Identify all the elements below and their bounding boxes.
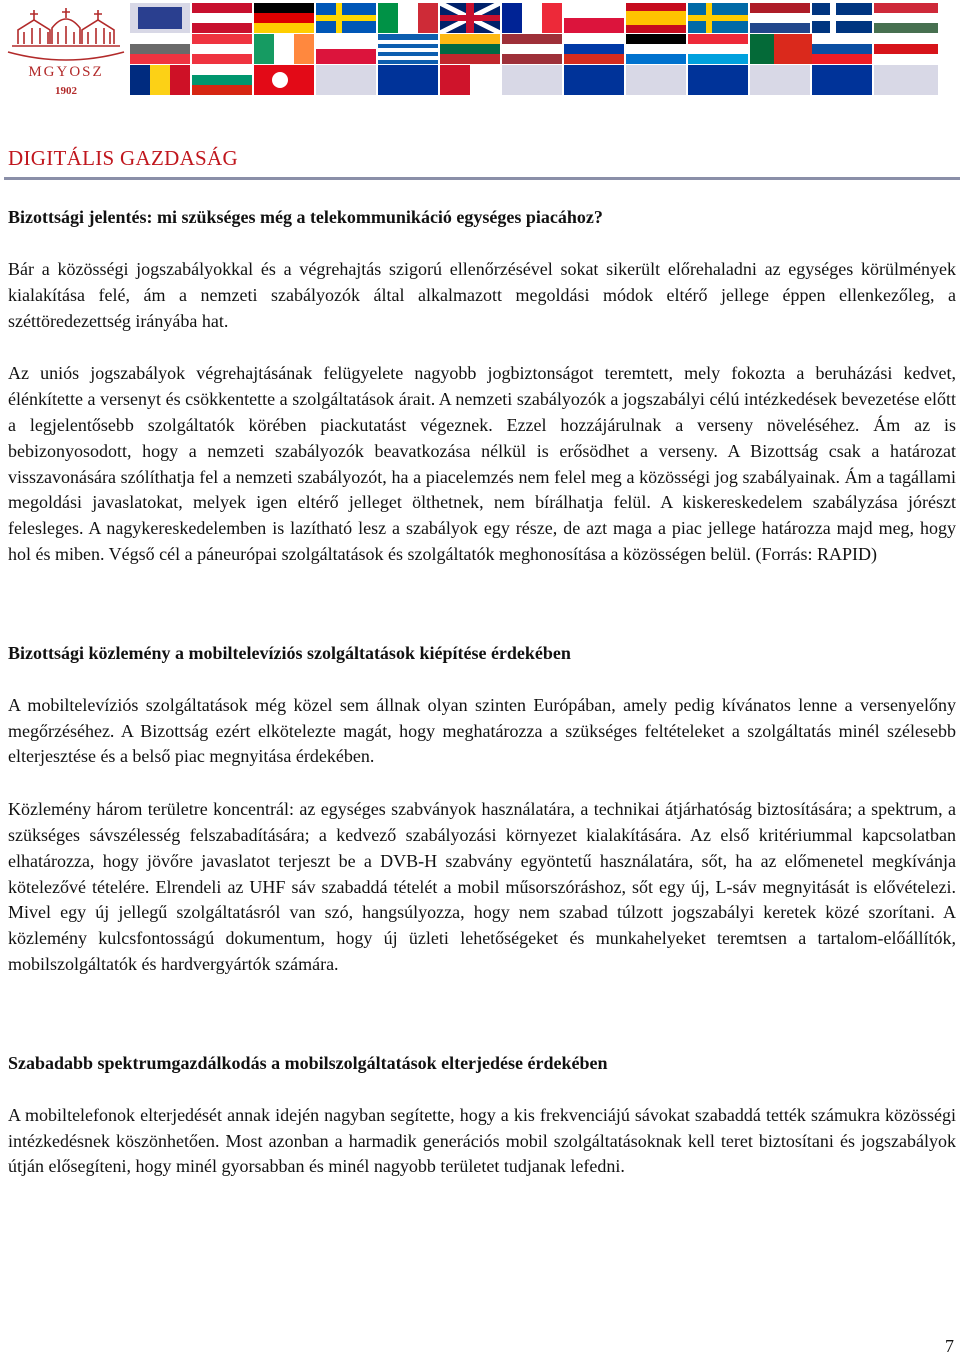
document-body bbox=[8, 204, 956, 1180]
article-paragraph: Közlemény három területre koncentrál: az egységes szabványok használatára, a technikai átjárhatóság biztosítására; a spektrum, a szükséges sávszélesség felszabadítására; a kedvező szabályozási környezet kialakítására. Az első kritériummal kapcsolatban elhatározza, hogy jövőre javaslatot terjeszt be a DVB-H szabvány egyöntetű használatára, sőt, ha az előmenetel megkívánja kötelezővé tételére. Elrendeli az UHF sáv szabaddá tételét a mobil műsorszóráshoz, sőt egy új, L-sáv megnyitását is elővételezi. Mivel egy új jellegű szolgáltatásról van szó, hangsúlyozza, hogy nem szabad túlzott jogszabályi keretek közé szorítani. A közlemény kulcsfontosságú dokumentum, hogy új üzleti lehetőségeket és munkahelyeket teremtsen a tartalom-előállítók, mobilszolgáltatók és hardvergyártók számára. bbox=[8, 799, 956, 974]
mgyosz-logo bbox=[4, 2, 128, 98]
article-heading: Bizottsági közlemény a mobiltelevíziós szolgáltatások kiépítése érdekében bbox=[8, 642, 571, 663]
article-heading: Bizottsági jelentés: mi szükséges még a telekommunikáció egységes piacához? bbox=[8, 207, 603, 227]
article-heading: Szabadabb spektrumgazdálkodás a mobilszolgáltatások elterjedése érdekében bbox=[8, 1052, 608, 1073]
logo-text: MGYOSZ bbox=[28, 64, 104, 80]
section-divider bbox=[4, 177, 960, 180]
page-number: 7 bbox=[945, 1336, 954, 1356]
eu-flags-banner bbox=[130, 3, 938, 95]
article-mobile-tv bbox=[8, 640, 956, 978]
article-paragraph: A mobiltelefonok elterjedését annak idején nagyban segítette, hogy a kis frekvenciájú sávokat szabaddá tették számukra közösségi intézkedésnek köszönhetően. Most azonban a harmadik generációs mobil szolgáltatásoknak kell teret biztosítani és jogszabályok útján elősegíteni, hogy minél gyorsabban és minél nagyobb területet tudjanak lefedni. bbox=[8, 1104, 956, 1177]
page-header bbox=[0, 0, 960, 100]
section-title: DIGITÁLIS GAZDASÁG bbox=[8, 146, 238, 170]
article-telecom-market bbox=[8, 204, 956, 568]
article-paragraph: A mobiltelevíziós szolgáltatások még közel sem állnak olyan szinten Európában, amely pedig kívánatos lenne a versenyelőny megőrzéséhez. A Bizottság ezért elkötelezte magát, hogy meghatározza a szükséges feltételeket a szolgáltatás minél szélesebb elterjesztése és a belső piac megnyitása érdekében. bbox=[8, 694, 956, 767]
article-spectrum bbox=[8, 1050, 956, 1180]
article-paragraph: Az uniós jogszabályok végrehajtásának felügyelete nagyobb jogbiztonságot teremtett, mely fokozta a beruházási kedvet, élénkítette a versenyt és csökkentette a szolgáltatások árait. A nemzeti szabályozók a jogszabályi célú intézkedések bevezetése előtt a legjelentősebb szolgáltatók körében piackutatást végeznek. Ezzel hozzájárulnak a verseny növeléséhez. Ám az is bebizonyosodott, hogy a nemzeti szabályozók beavatkozása nélkül is erősödhet a verseny. A Bizottság csak a határozat visszavonására szólíthatja fel a nemzeti szabályozót, ha a piacelemzés nem felel meg a közösségi jog szabályainak. Ám a tagállami megoldási javaslatokat, melyek igen eltérő jelleget ölthetnek, nem bírálhatja felül. A kiskereskedelem szabályzása jórészt felesleges. A nagykereskedelemben is lazítható lesz a szabályok egy része, de azt maga a piac jellege határozza majd meg, hogy hol és miben. Végső cél a páneurópai szolgáltatások és szolgáltatók meghonosítása a közösségen belül. (Forrás: RAPID) bbox=[8, 363, 956, 564]
article-paragraph: Bár a közösségi jogszabályokkal és a végrehajtás szigorú ellenőrzésével sokat sikerült előrehaladni az egységes körülmények kialakítása felé, ám a nemzeti szabályozók által alkalmazott megoldási módok eltérő jellege éppen ellenkezőleg, a széttöredezettség irányába hat. bbox=[8, 259, 956, 331]
logo-year: 1902 bbox=[55, 85, 77, 97]
